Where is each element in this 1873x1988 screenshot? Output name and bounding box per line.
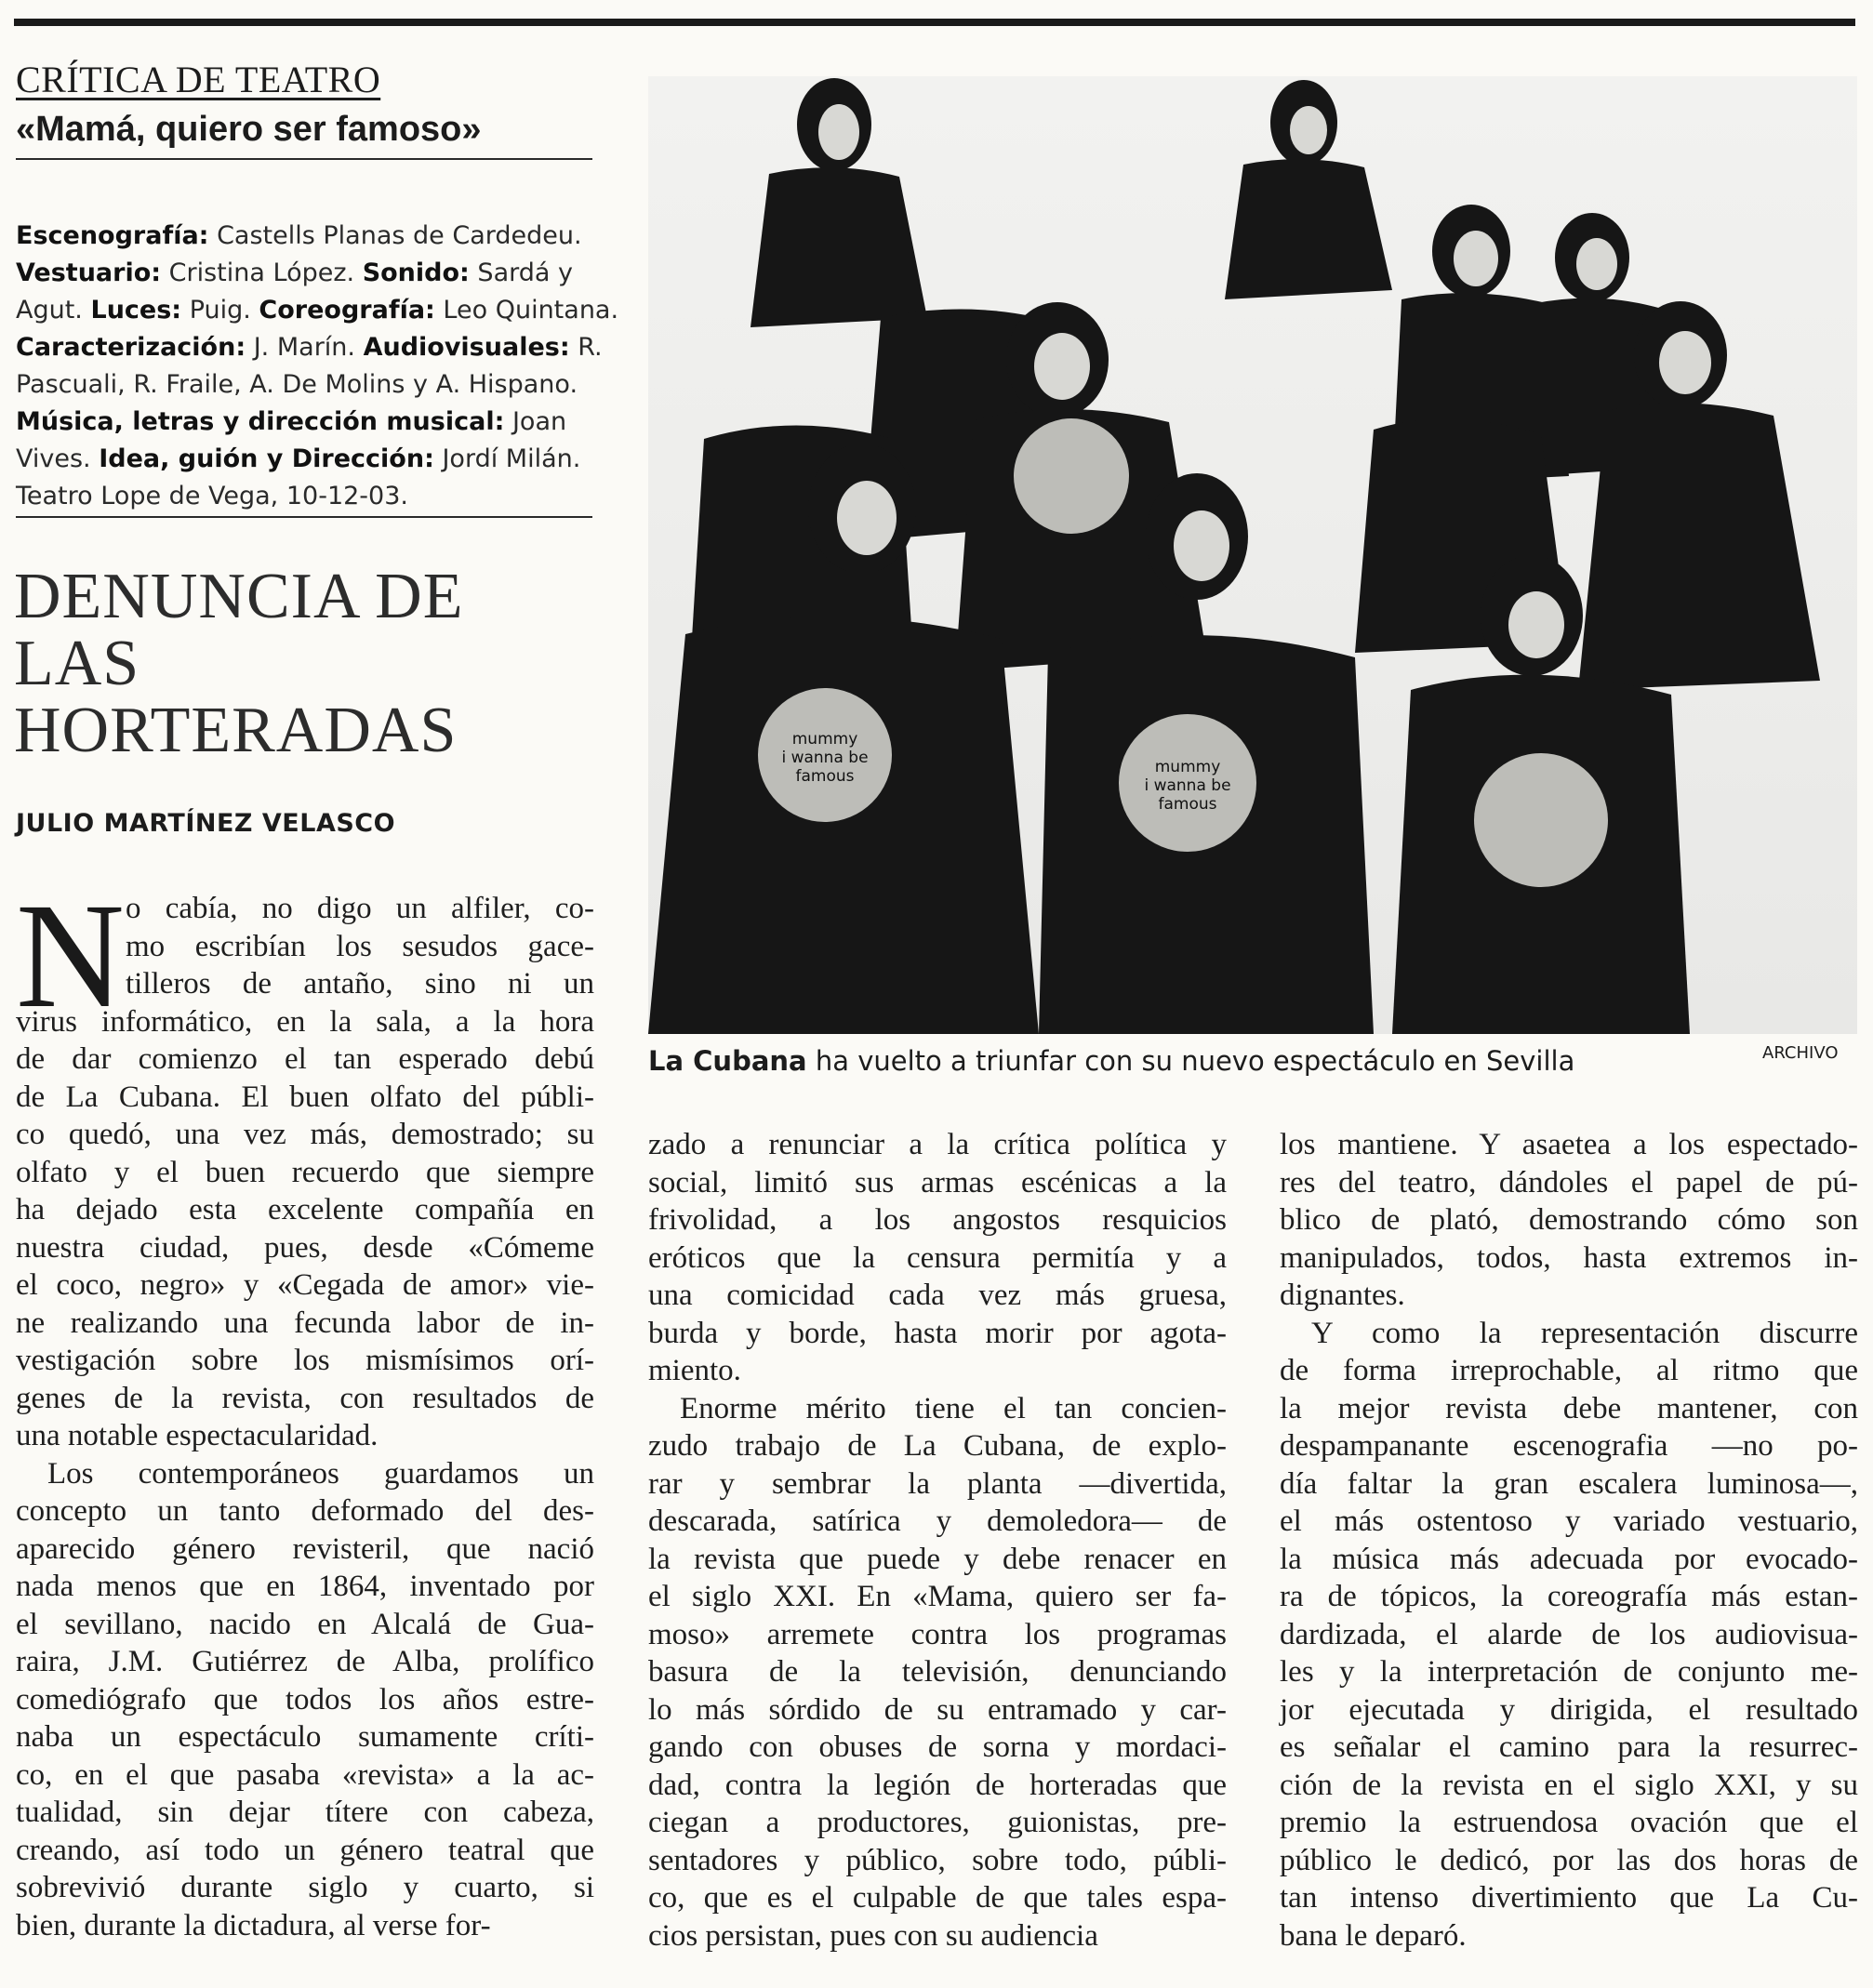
text-line: dardizada, el alarde de los audiovisua- xyxy=(1280,1617,1858,1651)
article-column-1 xyxy=(16,890,594,1944)
headline-line: DENUNCIA DE xyxy=(14,561,464,632)
credit-line xyxy=(16,329,603,366)
article-column-2 xyxy=(648,1126,1227,1955)
headline xyxy=(14,563,463,764)
text-line: ha dejado esta excelente compañía en xyxy=(16,1193,594,1226)
credit-line xyxy=(16,478,592,515)
text-line: el sevillano, nacido en Alcalá de Gua- xyxy=(16,1607,594,1641)
credit-value: Teatro Lope de Vega, 10-12-03. xyxy=(16,482,408,510)
text-line: genes de la revista, con resultados de xyxy=(16,1381,594,1415)
article-column-3 xyxy=(1280,1126,1858,1955)
section-label: CRÍTICA DE TEATRO xyxy=(16,59,381,100)
text-line: res del teatro, dándoles el papel de pú- xyxy=(1280,1165,1858,1199)
text-line: de dar comienzo el tan esperado debú xyxy=(16,1042,594,1076)
text-line: rar y sembrar la planta —divertida, xyxy=(648,1466,1227,1501)
text-line: miento. xyxy=(648,1354,741,1387)
text-line: zado a renunciar a la crítica política y xyxy=(648,1128,1227,1161)
credit-value: Leo Quintana. xyxy=(434,296,619,325)
credit-role: Audiovisuales: xyxy=(363,333,570,362)
text-line: eróticos que la censura permitía y a xyxy=(648,1240,1227,1275)
credit-value: Jordí Milán. xyxy=(433,444,581,473)
text-line: la música más adecuada por evocado- xyxy=(1280,1542,1858,1576)
credit-value: Castells Planas de Cardedeu. xyxy=(208,221,582,250)
text-line: creando, así todo un género teatral que xyxy=(16,1833,594,1867)
text-line: frivolidad, a los angostos resquicios xyxy=(648,1203,1227,1237)
cast-photo-image xyxy=(648,76,1857,1034)
credit-line xyxy=(16,404,592,441)
text-line: co, en el que pasaba «revista» a la ac- xyxy=(16,1757,594,1792)
text-line: aparecido género revisteril, que nació xyxy=(16,1531,594,1566)
text-line: ciegan a productores, guionistas, pre- xyxy=(648,1806,1227,1839)
text-line: social, limitó sus armas escénicas a la xyxy=(648,1165,1227,1199)
photo-credit: ARCHIVO xyxy=(1762,1043,1839,1063)
credit-role: Escenografía: xyxy=(16,221,209,250)
text-line: zudo trabajo de La Cubana, de explo- xyxy=(648,1429,1227,1463)
credit-line xyxy=(16,366,592,404)
text-line: la mejor revista debe mantener, con xyxy=(1280,1391,1858,1425)
text-line: manipulados, todos, hasta extremos in- xyxy=(1280,1240,1858,1275)
text-line: ne realizando una fecunda labor de in- xyxy=(16,1305,594,1340)
text-line: Y como la representación discurre xyxy=(1311,1316,1858,1350)
credit-value: Agut. xyxy=(16,296,91,325)
text-line: lo más sórdido de su entramado y car- xyxy=(648,1692,1227,1727)
credit-value: J. Marín. xyxy=(246,333,364,362)
text-line: burda y borde, hasta morir por agota- xyxy=(648,1316,1227,1350)
credit-line xyxy=(16,218,592,255)
headline-line: HORTERADAS xyxy=(14,695,458,766)
text-line: una notable espectacularidad. xyxy=(16,1419,379,1452)
text-line: cios persistan, pues con su audiencia xyxy=(648,1918,1098,1953)
text-line: tan intenso divertimiento que La Cu- xyxy=(1280,1881,1858,1915)
text-line: día faltar la gran escalera luminosa—, xyxy=(1280,1466,1858,1501)
text-line: descarada, satírica y demoledora— de xyxy=(648,1504,1227,1538)
text-line: Enorme mérito tiene el tan concien- xyxy=(680,1391,1227,1425)
credit-value: R. xyxy=(569,333,603,362)
text-line: Los contemporáneos guardamos un xyxy=(47,1456,594,1491)
shirt-text-line: famous xyxy=(1158,795,1217,814)
text-line: raira, J.M. Gutiérrez de Alba, prolífico xyxy=(16,1645,594,1678)
text-line: de forma irreprochable, al ritmo que xyxy=(1280,1354,1858,1387)
top-rule xyxy=(14,19,1855,26)
group-silhouettes xyxy=(648,78,1820,1034)
credits-divider xyxy=(16,516,592,518)
text-line: el coco, negro» y «Cegada de amor» vie- xyxy=(16,1268,594,1302)
credit-role: Música, letras y dirección musical: xyxy=(16,407,505,436)
text-line: gando con obuses de sorna y mordaci- xyxy=(648,1730,1227,1764)
credit-line xyxy=(16,441,592,478)
text-line: jor ejecutada y dirigida, el resultado xyxy=(1280,1692,1858,1727)
credit-value: Joan xyxy=(504,407,567,436)
credit-value: Vives. xyxy=(16,444,100,473)
credit-role: Coreografía: xyxy=(259,296,435,325)
production-credits xyxy=(16,218,619,515)
photo-caption xyxy=(648,1045,1574,1077)
shirt-text-line: famous xyxy=(795,767,855,786)
text-line: comediógrafo que todos los años estre- xyxy=(16,1682,594,1716)
text-line: ra de tópicos, la coreografía más estan- xyxy=(1280,1580,1858,1613)
credit-line xyxy=(16,255,592,292)
text-line: de La Cubana. El buen olfato del públi- xyxy=(16,1080,594,1114)
credit-value: Sardá y xyxy=(469,258,573,287)
text-line: co, que es el culpable de que tales espa- xyxy=(648,1881,1227,1915)
text-line: mo escribían los sesudos gace- xyxy=(126,929,594,963)
caption-bold: La Cubana xyxy=(648,1045,807,1077)
text-line: es señalar el camino para la resurrec- xyxy=(1280,1730,1858,1764)
text-line: sobrevivió durante siglo y cuarto, si xyxy=(16,1871,594,1904)
text-line: concepto un tanto deformado del des- xyxy=(16,1494,594,1528)
text-line: dad, contra la legión de horteradas que xyxy=(648,1768,1227,1802)
text-line: co quedó, una vez más, demostrado; su xyxy=(16,1118,594,1151)
shirt-text-line: i wanna be xyxy=(781,749,869,767)
credit-role: Idea, guión y Dirección: xyxy=(99,444,434,473)
shirt-text-line: mummy xyxy=(791,730,858,749)
text-line: bien, durante la dictadura, al verse for- xyxy=(16,1908,491,1942)
credit-role: Luces: xyxy=(90,296,182,325)
caption-text: ha vuelto a triunfar con su nuevo espectáculo en Sevilla xyxy=(806,1045,1575,1077)
shirt-text-line: mummy xyxy=(1154,758,1221,776)
credit-line xyxy=(16,292,619,329)
text-line: una comicidad cada vez más gruesa, xyxy=(648,1279,1227,1312)
text-line: virus informático, en la sala, a la hora xyxy=(16,1004,594,1039)
text-line: el siglo XXI. En «Mama, quiero ser fa- xyxy=(648,1580,1227,1613)
text-line: bana le deparó. xyxy=(1280,1918,1467,1953)
text-line: tualidad, sin dejar títere con cabeza, xyxy=(16,1796,594,1829)
text-line: vestigación sobre los mismísimos orí- xyxy=(16,1344,594,1377)
text-line: despampanante escenografia —no po- xyxy=(1280,1429,1858,1463)
text-line: la revista que puede y debe renacer en xyxy=(648,1542,1227,1576)
text-line: dignantes. xyxy=(1280,1279,1405,1312)
text-line: nada menos que en 1864, inventado por xyxy=(16,1570,594,1603)
text-line: olfato y el buen recuerdo que siempre xyxy=(16,1155,594,1189)
text-line: los mantiene. Y asaetea a los espectado- xyxy=(1280,1128,1858,1161)
headline-line: LAS xyxy=(14,628,140,699)
title-divider xyxy=(16,158,592,160)
text-line: público le dedicó, por las dos horas de xyxy=(1280,1843,1858,1877)
credit-role: Caracterización: xyxy=(16,333,246,362)
text-line: moso» arremete contra los programas xyxy=(648,1617,1227,1651)
text-line: basura de la televisión, denunciando xyxy=(648,1655,1227,1689)
text-line: naba un espectáculo sumamente críti- xyxy=(16,1720,594,1754)
credit-value: Puig. xyxy=(181,296,259,325)
text-line: nuestra ciudad, pues, desde «Cómeme xyxy=(16,1230,594,1265)
text-line: premio la estruendosa ovación que el xyxy=(1280,1806,1858,1839)
credit-value: Pascuali, R. Fraile, A. De Molins y A. Hispano. xyxy=(16,370,578,399)
byline: JULIO MARTÍNEZ VELASCO xyxy=(16,809,396,838)
cast-photo xyxy=(648,76,1857,1034)
text-line: el más ostentoso y variado vestuario, xyxy=(1280,1504,1858,1538)
text-line: o cabía, no digo un alfiler, co- xyxy=(126,892,594,925)
text-line: blico de plató, demostrando cómo son xyxy=(1280,1203,1858,1237)
text-line: sentadores y público, sobre todo, públi- xyxy=(648,1843,1227,1877)
credit-role: Vestuario: xyxy=(16,258,162,287)
text-line: ción de la revista en el siglo XXI, y su xyxy=(1280,1768,1858,1802)
shirt-text-line: i wanna be xyxy=(1144,776,1231,795)
play-title: «Mamá, quiero ser famoso» xyxy=(16,110,482,149)
text-line: tilleros de antaño, sino ni un xyxy=(126,967,594,1001)
credit-role: Sonido: xyxy=(362,258,470,287)
text-line: les y la interpretación de conjunto me- xyxy=(1280,1655,1858,1689)
drop-cap: N xyxy=(16,873,125,1040)
credit-value: Cristina López. xyxy=(161,258,363,287)
